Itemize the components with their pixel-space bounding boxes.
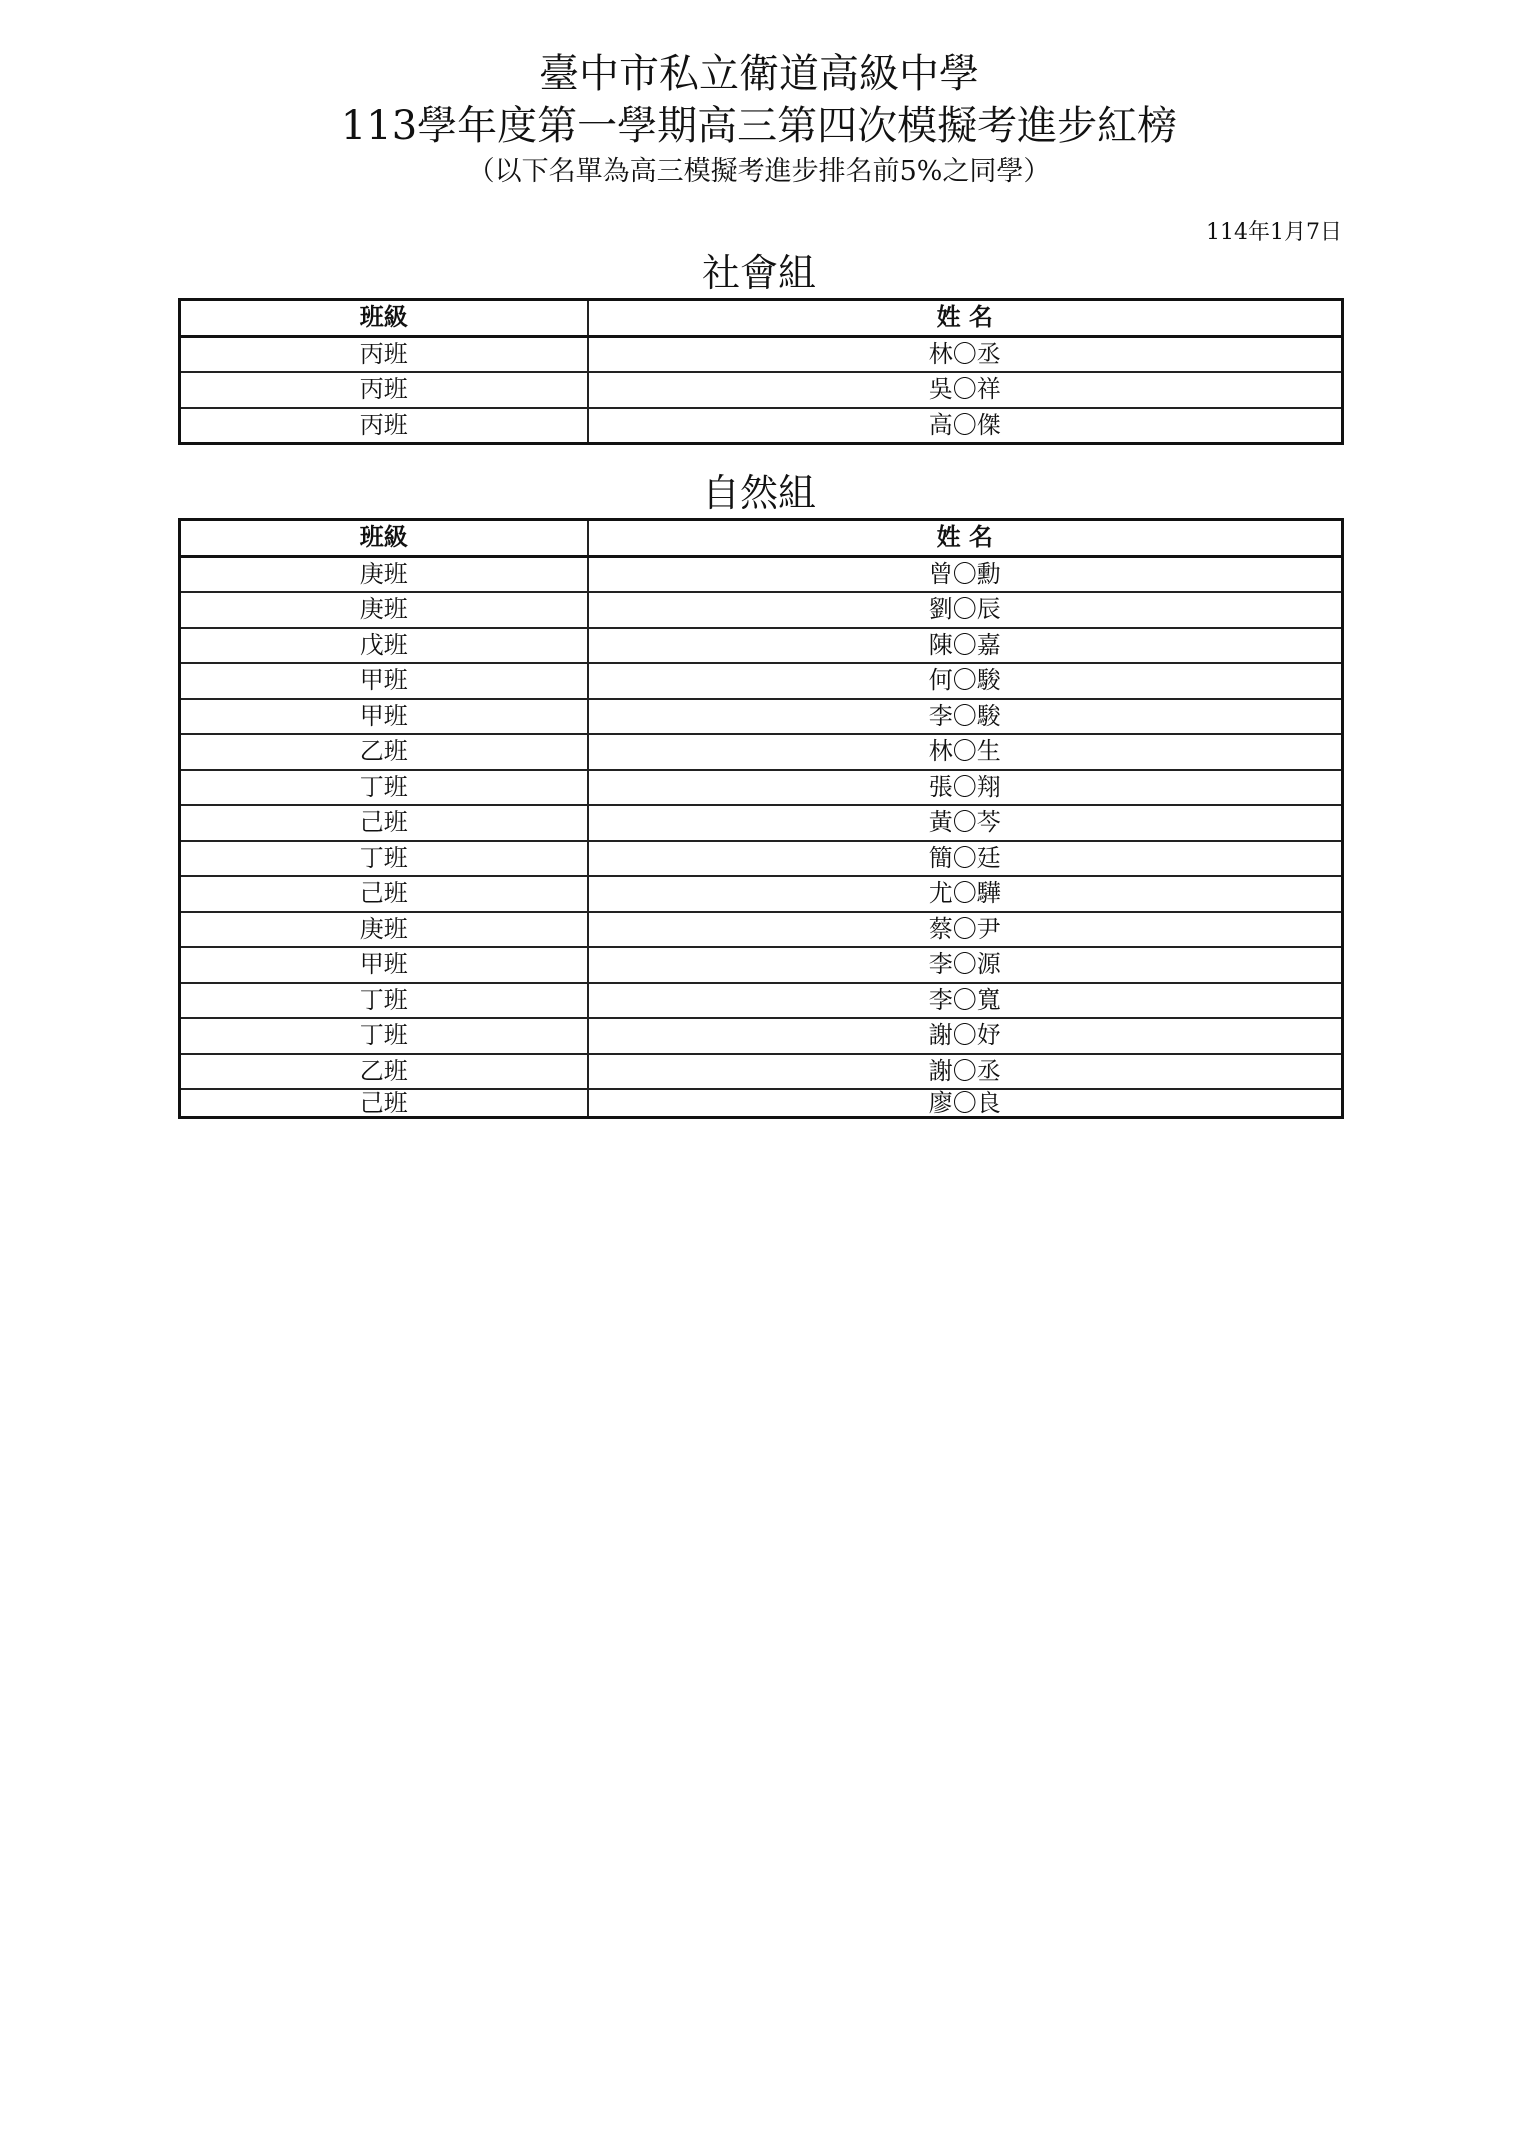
column-header-class: 班級 (180, 520, 588, 557)
name-cell: 蔡〇尹 (588, 912, 1343, 948)
class-cell: 甲班 (180, 663, 588, 699)
table-row (180, 628, 1343, 664)
table-row (180, 372, 1343, 408)
column-header-name: 姓 名 (588, 300, 1343, 337)
science-group-title: 自然組 (701, 471, 816, 515)
class-cell: 甲班 (180, 699, 588, 735)
social-group-title: 社會組 (701, 251, 816, 295)
column-header-class: 班級 (180, 300, 588, 337)
table-row (180, 983, 1343, 1019)
table-row (180, 1018, 1343, 1054)
class-cell: 丁班 (180, 841, 588, 877)
class-cell: 丁班 (180, 770, 588, 806)
name-cell: 李〇源 (588, 947, 1343, 983)
class-cell: 甲班 (180, 947, 588, 983)
class-cell: 乙班 (180, 1054, 588, 1090)
table-row (180, 841, 1343, 877)
social-group-table (178, 298, 1344, 445)
name-cell: 林〇生 (588, 734, 1343, 770)
class-cell: 戊班 (180, 628, 588, 664)
name-cell: 謝〇妤 (588, 1018, 1343, 1054)
name-cell: 李〇寬 (588, 983, 1343, 1019)
page-title: 113學年度第一學期高三第四次模擬考進步紅榜 (340, 103, 1178, 149)
name-cell: 簡〇廷 (588, 841, 1343, 877)
name-cell: 劉〇辰 (588, 592, 1343, 628)
name-cell: 林〇丞 (588, 336, 1343, 372)
class-cell: 庚班 (180, 912, 588, 948)
table-row (180, 663, 1343, 699)
class-cell: 己班 (180, 1089, 588, 1118)
column-header-name: 姓 名 (588, 520, 1343, 557)
name-cell: 謝〇丞 (588, 1054, 1343, 1090)
table-row (180, 947, 1343, 983)
name-cell: 黃〇芩 (588, 805, 1343, 841)
name-cell: 陳〇嘉 (588, 628, 1343, 664)
class-cell: 己班 (180, 876, 588, 912)
class-cell: 丁班 (180, 983, 588, 1019)
class-cell: 丙班 (180, 336, 588, 372)
school-name: 臺中市私立衛道高級中學 (539, 51, 979, 97)
table-row (180, 805, 1343, 841)
page-subtitle: （以下名單為高三模擬考進步排名前5%之同學） (467, 156, 1051, 187)
class-cell: 丙班 (180, 408, 588, 444)
publish-date: 114年1月7日 (1206, 220, 1342, 245)
table-row (180, 699, 1343, 735)
class-cell: 己班 (180, 805, 588, 841)
name-cell: 尤〇驊 (588, 876, 1343, 912)
science-group-table (178, 518, 1344, 1119)
table-row (180, 408, 1343, 444)
table-row (180, 912, 1343, 948)
table-row (180, 1089, 1343, 1118)
name-cell: 張〇翔 (588, 770, 1343, 806)
table-row (180, 1054, 1343, 1090)
class-cell: 丁班 (180, 1018, 588, 1054)
name-cell: 吳〇祥 (588, 372, 1343, 408)
name-cell: 高〇傑 (588, 408, 1343, 444)
table-row (180, 770, 1343, 806)
table-header-row (180, 300, 1343, 337)
name-cell: 曾〇勳 (588, 556, 1343, 592)
name-cell: 何〇駿 (588, 663, 1343, 699)
name-cell: 李〇駿 (588, 699, 1343, 735)
table-row (180, 734, 1343, 770)
table-header-row (180, 520, 1343, 557)
table-row (180, 592, 1343, 628)
class-cell: 庚班 (180, 556, 588, 592)
class-cell: 丙班 (180, 372, 588, 408)
table-row (180, 336, 1343, 372)
class-cell: 乙班 (180, 734, 588, 770)
class-cell: 庚班 (180, 592, 588, 628)
table-row (180, 876, 1343, 912)
table-row (180, 556, 1343, 592)
name-cell: 廖〇良 (588, 1089, 1343, 1118)
